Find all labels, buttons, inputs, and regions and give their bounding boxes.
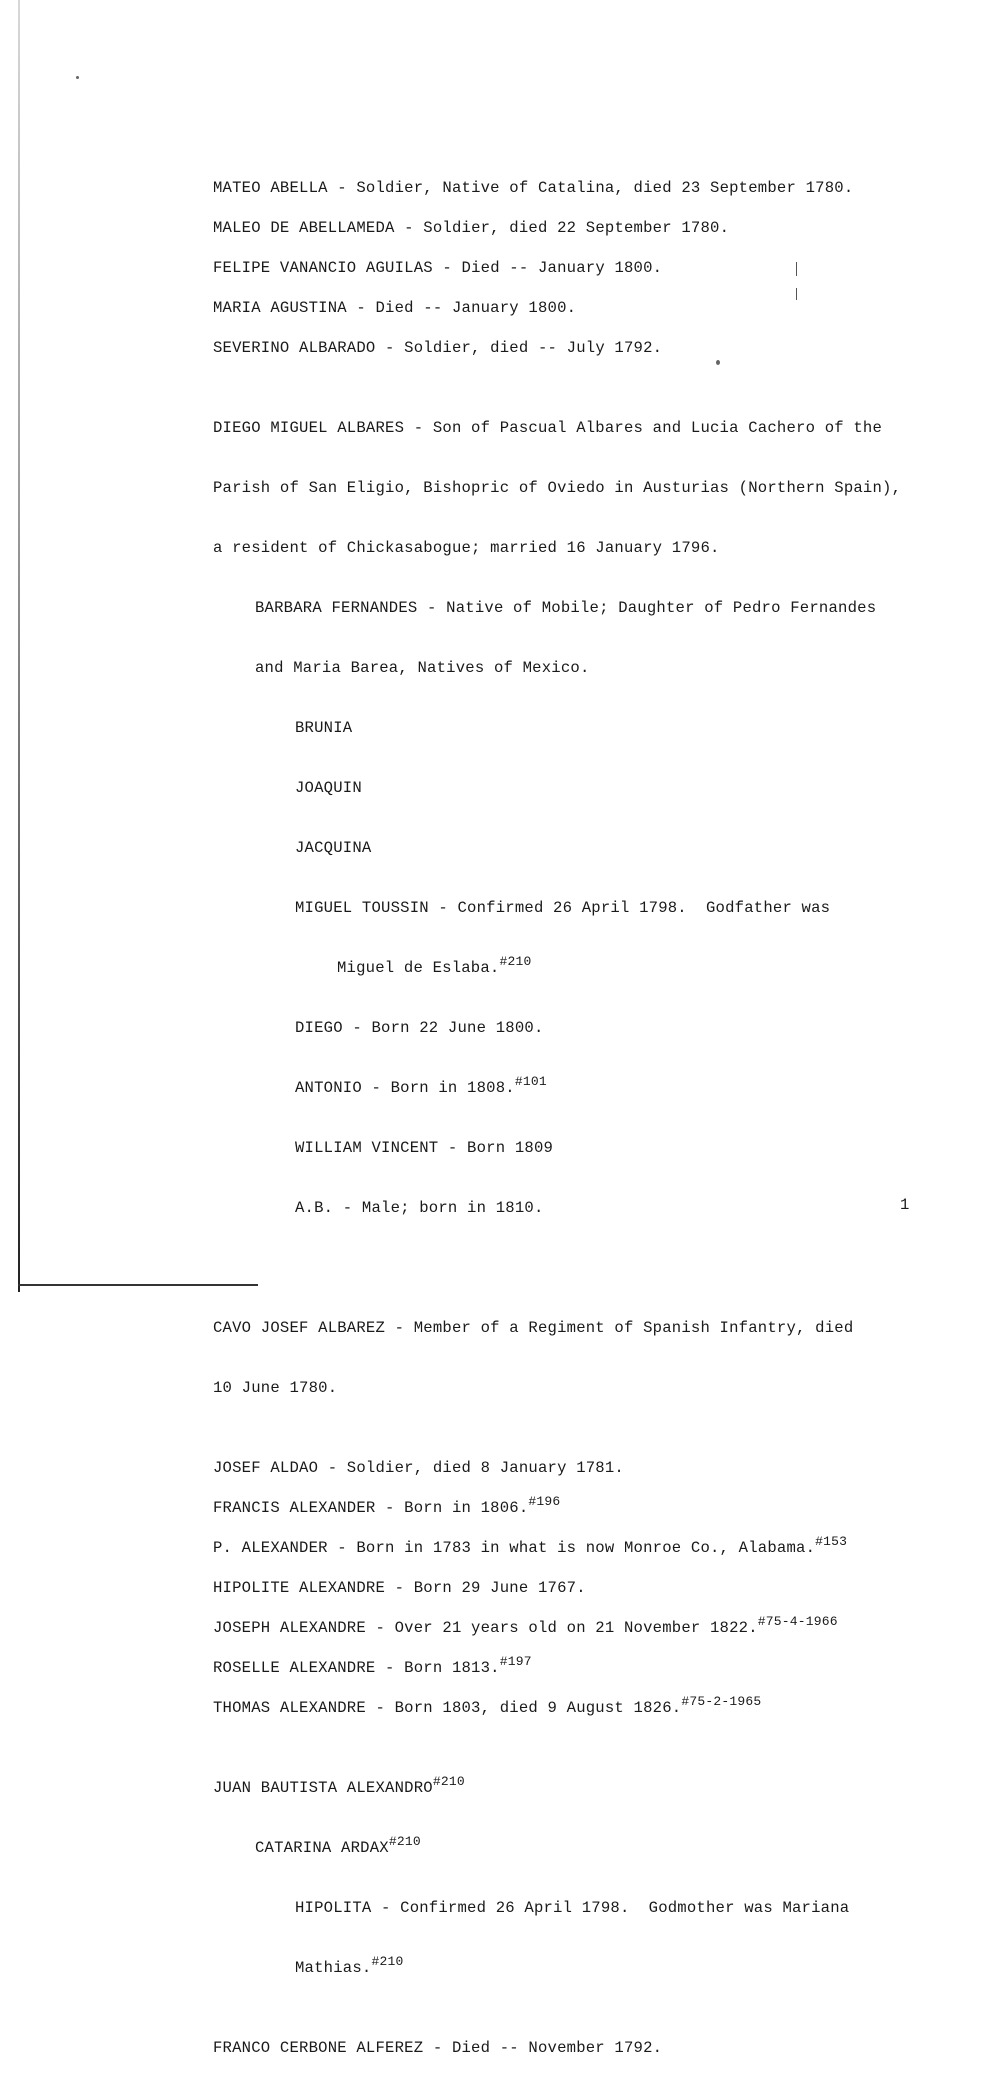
- entry-line: Parish of San Eligio, Bishopric of Oviedo in Austurias (Northern Spain),: [213, 479, 902, 497]
- entry-name: MARIA AGUSTINA: [213, 299, 347, 317]
- entry-line: [213, 1774, 963, 1798]
- entry-albarado: [213, 338, 963, 358]
- entry-albarez: [213, 1278, 963, 1438]
- document-body: [213, 178, 963, 2078]
- entry-hipolite-alexandre: HIPOLITE ALEXANDRE - Born 29 June 1767.: [213, 1579, 586, 1597]
- entry-francis-alexander: [213, 1494, 963, 1518]
- entry-line: a resident of Chickasabogue; married 16 January 1796.: [213, 539, 720, 557]
- entry-text: ROSELLE ALEXANDRE - Born 1813.: [213, 1659, 500, 1677]
- child-ab: A.B. - Male; born in 1810.: [295, 1199, 544, 1217]
- page-left-edge: [18, 0, 20, 1292]
- entry-albares: [213, 378, 963, 1258]
- child-miguel-toussin: MIGUEL TOUSSIN - Confirmed 26 April 1798. Godfather was: [295, 899, 831, 917]
- child-text: Mathias.: [295, 1959, 372, 1977]
- footnote-ref: #153: [815, 1534, 848, 1549]
- entry-alferez: FRANCO CERBONE ALFEREZ - Died -- November 1792.: [213, 2039, 663, 2057]
- entry-name: MALEO DE ABELLAMEDA: [213, 219, 395, 237]
- child-diego: DIEGO - Born 22 June 1800.: [295, 1019, 544, 1037]
- entry-text: JUAN BAUTISTA ALEXANDRO: [213, 1779, 433, 1797]
- entry-abella: [213, 178, 963, 198]
- spouse-text: CATARINA ARDAX: [255, 1839, 389, 1857]
- child-william-vincent: WILLIAM VINCENT - Born 1809: [295, 1139, 554, 1157]
- child-miguel-toussin-cont: [213, 954, 963, 978]
- footnote-ref: #210: [371, 1954, 404, 1969]
- scan-speck: [76, 76, 79, 79]
- entry-name: FELIPE VANANCIO AGUILAS: [213, 259, 433, 277]
- child-text: ANTONIO - Born in 1808.: [295, 1079, 515, 1097]
- spouse-line: and Maria Barea, Natives of Mexico.: [255, 659, 590, 677]
- footnote-ref: #75-4-1966: [757, 1614, 838, 1629]
- child-hipolita: HIPOLITA - Confirmed 26 April 1798. Godmother was Mariana: [295, 1899, 850, 1917]
- entry-text: FRANCIS ALEXANDER - Born in 1806.: [213, 1499, 529, 1517]
- entry-thomas-alexandre: [213, 1694, 963, 1718]
- footnote-ref: #210: [499, 954, 532, 969]
- entry-juan-bautista-alexandro: [213, 1738, 963, 2018]
- child-antonio: [213, 1074, 963, 1098]
- entry-line: DIEGO MIGUEL ALBARES - Son of Pascual Albares and Lucia Cachero of the: [213, 419, 883, 437]
- entry-text: - Died -- January 1800.: [346, 299, 577, 317]
- page-number: 1: [900, 1196, 910, 1214]
- entry-aldao: JOSEF ALDAO - Soldier, died 8 January 1781.: [213, 1459, 624, 1477]
- entry-text: THOMAS ALEXANDRE - Born 1803, died 9 August 1826.: [213, 1699, 682, 1717]
- entry-line: 10 June 1780.: [213, 1379, 338, 1397]
- entry-agustina: [213, 298, 963, 318]
- child-joaquin: JOAQUIN: [295, 779, 362, 797]
- entry-text: - Soldier, died 22 September 1780.: [394, 219, 730, 237]
- entry-name: SEVERINO ALBARADO: [213, 339, 376, 357]
- footnote-ref: #75-2-1965: [681, 1694, 762, 1709]
- footnote-ref: #210: [432, 1774, 465, 1789]
- entry-text: - Soldier, Native of Catalina, died 23 September 1780.: [327, 179, 854, 197]
- entry-text: - Soldier, died -- July 1792.: [375, 339, 663, 357]
- entry-joseph-alexandre: [213, 1614, 963, 1638]
- footnote-ref: #197: [499, 1654, 532, 1669]
- footnote-ref: #210: [388, 1834, 421, 1849]
- entry-text: JOSEPH ALEXANDRE - Over 21 years old on 21 November 1822.: [213, 1619, 758, 1637]
- entry-aguilas: [213, 258, 963, 278]
- child-jacquina: JACQUINA: [295, 839, 372, 857]
- entry-line: CAVO JOSEF ALBAREZ - Member of a Regiment of Spanish Infantry, died: [213, 1319, 854, 1337]
- spouse-line: [213, 1834, 963, 1858]
- footnote-ref: #196: [528, 1494, 561, 1509]
- entry-name: MATEO ABELLA: [213, 179, 328, 197]
- godfather-text: Miguel de Eslaba.: [337, 959, 500, 977]
- entry-abellameda: [213, 218, 963, 238]
- entry-roselle-alexandre: [213, 1654, 963, 1678]
- entry-text: - Died -- January 1800.: [432, 259, 663, 277]
- spouse-line: BARBARA FERNANDES - Native of Mobile; Daughter of Pedro Fernandes: [255, 599, 877, 617]
- entry-text: P. ALEXANDER - Born in 1783 in what is now Monroe Co., Alabama.: [213, 1539, 816, 1557]
- child-hipolita-cont: [213, 1954, 963, 1978]
- footnote-ref: #101: [514, 1074, 547, 1089]
- entry-p-alexander: [213, 1534, 963, 1558]
- child-brunia: BRUNIA: [295, 719, 353, 737]
